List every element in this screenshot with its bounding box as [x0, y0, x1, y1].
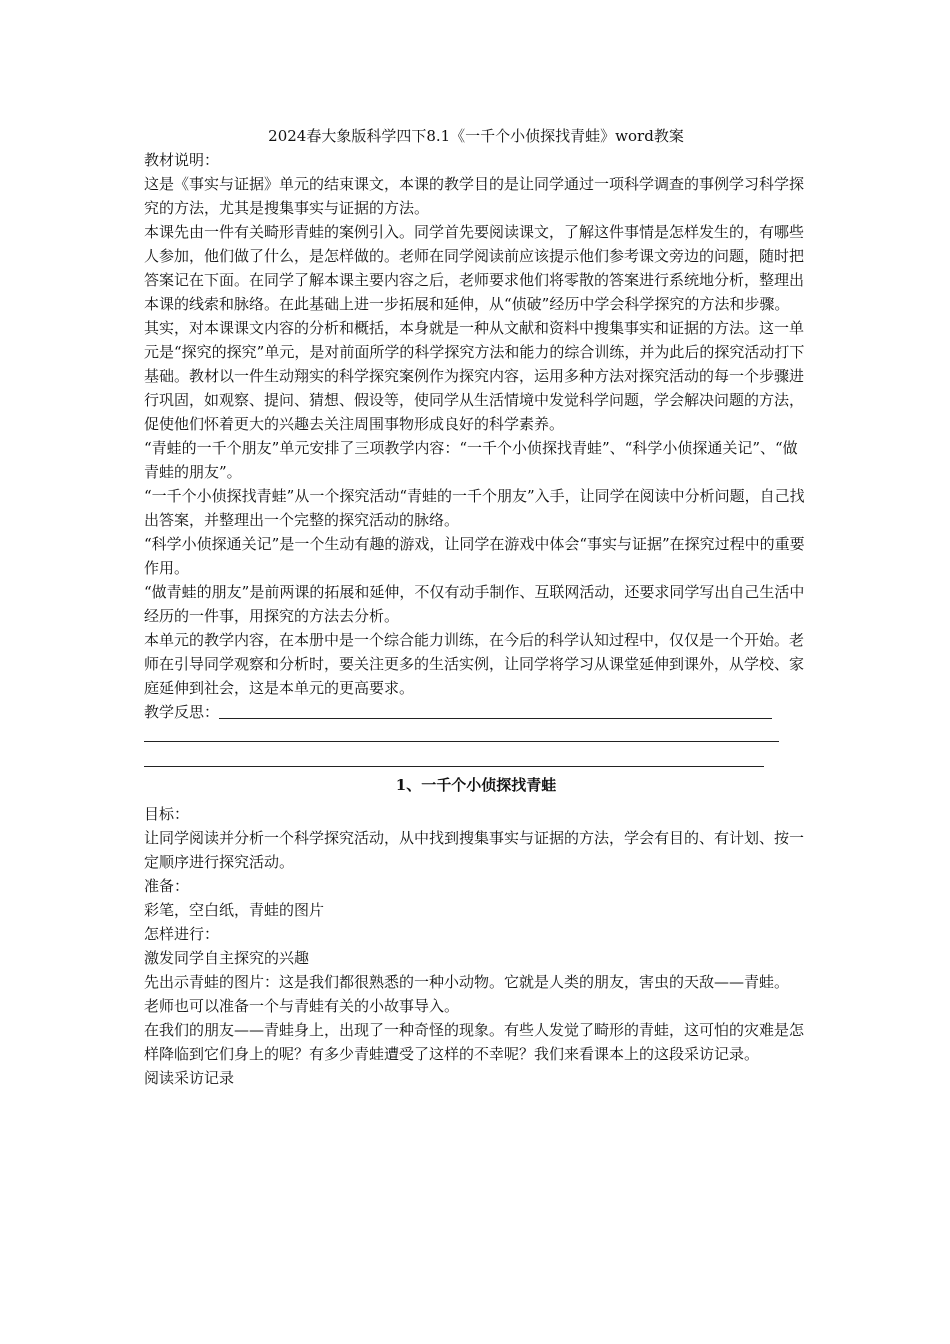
- lesson-line: 目标：: [144, 805, 190, 823]
- paragraph: 本单元的教学内容，在本册中是一个综合能力训练，在今后的科学认知过程中，仅仅是一个开始。老师在引导同学观察和分析时，要关注更多的生活实例，让同学将学习从课堂延伸到课外，从学校、家庭延伸到社会，这是本单元的更高要求。: [144, 631, 805, 697]
- reflection-label: 教学反思：: [144, 703, 220, 721]
- paragraph: “科学小侦探通关记”是一个生动有趣的游戏，让同学在游戏中体会“事实与证据”在探究过程中的重要作用。: [144, 535, 805, 577]
- lesson-line: 先出示青蛙的图片：这是我们都很熟悉的一种小动物。它就是人类的朋友，害虫的天敌——青蛙。: [144, 973, 790, 991]
- material-heading: 教材说明：: [144, 151, 220, 169]
- lesson-line: 在我们的朋友——青蛙身上，出现了一种奇怪的现象。有些人发觉了畸形的青蛙，这可怕的灾难是怎样降临到它们身上的呢？有多少青蛙遭受了这样的不幸呢？我们来看课本上的这段采访记录。: [144, 1021, 805, 1063]
- lesson-line: 阅读采访记录: [144, 1069, 235, 1087]
- document-body: [144, 124, 808, 1090]
- lesson-line: 激发同学自主探究的兴趣: [144, 949, 310, 967]
- lesson-line: 准备：: [144, 877, 190, 895]
- lesson-line: 怎样进行：: [144, 925, 220, 943]
- paragraph: “做青蛙的朋友”是前两课的拓展和延伸，不仅有动手制作、互联网活动，还要求同学写出自己生活中经历的一件事，用探究的方法去分析。: [144, 583, 805, 625]
- paragraph: “一千个小侦探找青蛙”从一个探究活动“青蛙的一千个朋友”入手，让同学在阅读中分析问题，自己找出答案，并整理出一个完整的探究活动的脉络。: [144, 487, 805, 529]
- paragraph: “青蛙的一千个朋友”单元安排了三项教学内容：“一千个小侦探找青蛙”、“科学小侦探通关记”、“做青蛙的朋友”。: [144, 439, 798, 481]
- reflection-row: [144, 700, 808, 724]
- lesson-line: 让同学阅读并分析一个科学探究活动，从中找到搜集事实与证据的方法，学会有目的、有计划、按一定顺序进行探究活动。: [144, 829, 805, 871]
- paragraph: 其实，对本课课文内容的分析和概括，本身就是一种从文献和资料中搜集事实和证据的方法。这一单元是“探究的探究”单元，是对前面所学的科学探究方法和能力的综合训练，并为此后的探究活动打下基础。教材以一件生动翔实的科学探究案例作为探究内容，运用多种方法对探究活动的每一个步骤进行巩固，如观察、提问、猜想、假设等，使同学从生活情境中发觉科学问题，学会解决问题的方法，促使他们怀着更大的兴趣去关注周围事物形成良好的科学素养。: [144, 319, 805, 433]
- lesson-line: 老师也可以准备一个与青蛙有关的小故事导入。: [144, 997, 460, 1015]
- reflection-blank-line: [144, 741, 779, 742]
- lesson-line: 彩笔，空白纸，青蛙的图片: [144, 901, 325, 919]
- section-title: 1、一千个小侦探找青蛙: [395, 776, 557, 794]
- document-title: 2024春大象版科学四下8.1《一千个小侦探找青蛙》word教案: [268, 127, 684, 145]
- paragraph: 这是《事实与证据》单元的结束课文，本课的教学目的是让同学通过一项科学调查的事例学习科学探究的方法，尤其是搜集事实与证据的方法。: [144, 175, 805, 217]
- reflection-blank-line: [144, 766, 764, 767]
- paragraph: 本课先由一件有关畸形青蛙的案例引入。同学首先要阅读课文，了解这件事情是怎样发生的，有哪些人参加，他们做了什么，是怎样做的。老师在同学阅读前应该提示他们参考课文旁边的问题，随时把答案记在下面。在同学了解本课主要内容之后，老师要求他们将零散的答案进行系统地分析，整理出本课的线索和脉络。在此基础上进一步拓展和延伸，从“侦破”经历中学会科学探究的方法和步骤。: [144, 223, 805, 313]
- reflection-blank-line: [219, 718, 772, 719]
